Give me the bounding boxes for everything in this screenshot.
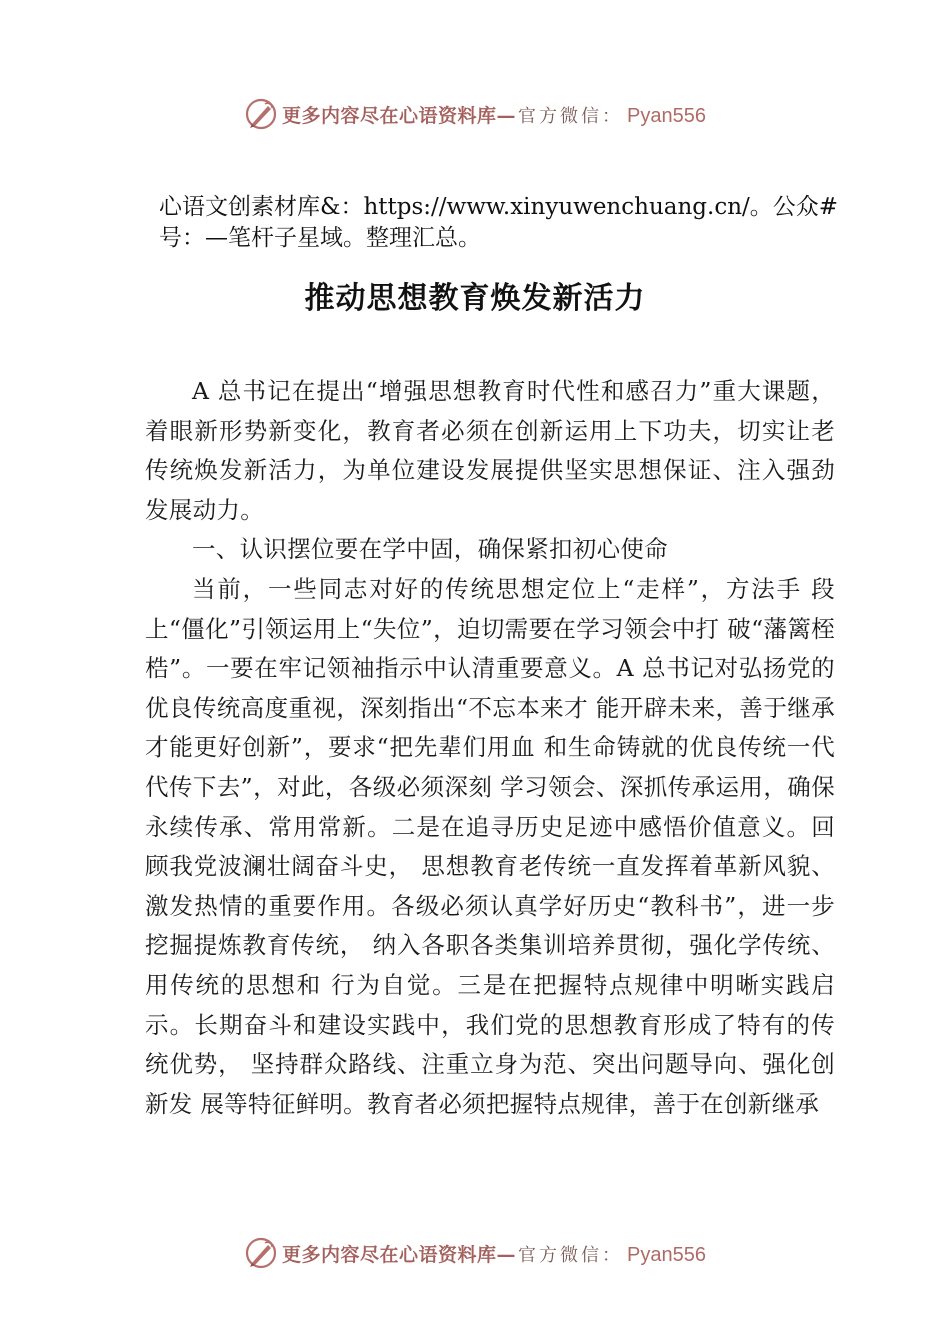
- document-title: 推动思想教育焕发新活力: [304, 281, 646, 316]
- banner-text: [282, 101, 706, 128]
- section-heading: 一、认识摆位要在学中固，确保紧扣初心使命: [192, 535, 668, 564]
- source-note: 心语文创素材库&：https://www.xinyuwenchuang.cn/。公众#号：—笔杆子星域。整理汇总。: [159, 194, 839, 251]
- paragraph-body: 当前，一些同志对好的传统思想定位上“走样”，方法手 段上“僵化”引领运用上“失位”，迫切需要在学习领会中打 破“藩篱桎梏”。一要在牢记领袖指示中认清重要意义。A 总书记对弘扬党的优良传统高度重视，深刻指出“不忘本来才 能开辟未来，善于继承才能更好创新”，要求“把先辈们用血 和生命铸就的优良传统一代代传下去”，对此，各级必须深刻 学习领会、深抓传承运用，确保永续传承、常用常新。二是在追寻历史足迹中感悟价值意义。回顾我党波澜壮阔奋斗史， 思想教育老传统一直发挥着革新风貌、激发热情的重要作用。各级必须认真学好历史“教科书”，进一步挖掘提炼教育传统， 纳入各职各类集训培养贯彻，强化学传统、用传统的思想和 行为自觉。三是在把握特点规律中明晰实践启示。长期奋斗和建设实践中，我们党的思想教育形成了特有的传统优势， 坚持群众路线、注重立身为范、突出问题导向、强化创新发 展等特征鲜明。教育者必须把握特点规律，善于在创新继承: [145, 574, 835, 1118]
- document-body: [145, 372, 835, 1124]
- banner-text: [282, 1240, 706, 1267]
- banner-wechat-id: Pyan556: [627, 1243, 706, 1266]
- pen-logo-icon: [244, 97, 278, 131]
- banner-label: 官方微信：: [518, 1244, 624, 1266]
- banner-label: 官方微信：: [518, 105, 624, 127]
- banner-main: 更多内容尽在心语资料库: [282, 1243, 497, 1266]
- banner-dash: —: [496, 104, 517, 127]
- banner-wechat-id: Pyan556: [627, 104, 706, 127]
- paragraph-intro: A 总书记在提出“增强思想教育时代性和感召力”重大课题，着眼新形势新变化，教育者必须在创新运用上下功夫，切实让老传统焕发新活力，为单位建设发展提供坚实思想保证、注入强劲发展动力。: [145, 377, 835, 524]
- banner-dash: —: [496, 1243, 517, 1266]
- banner-main: 更多内容尽在心语资料库: [282, 104, 497, 127]
- footer-watermark-banner: [0, 1233, 950, 1273]
- header-watermark-banner: [0, 94, 950, 134]
- pen-logo-icon: [244, 1236, 278, 1270]
